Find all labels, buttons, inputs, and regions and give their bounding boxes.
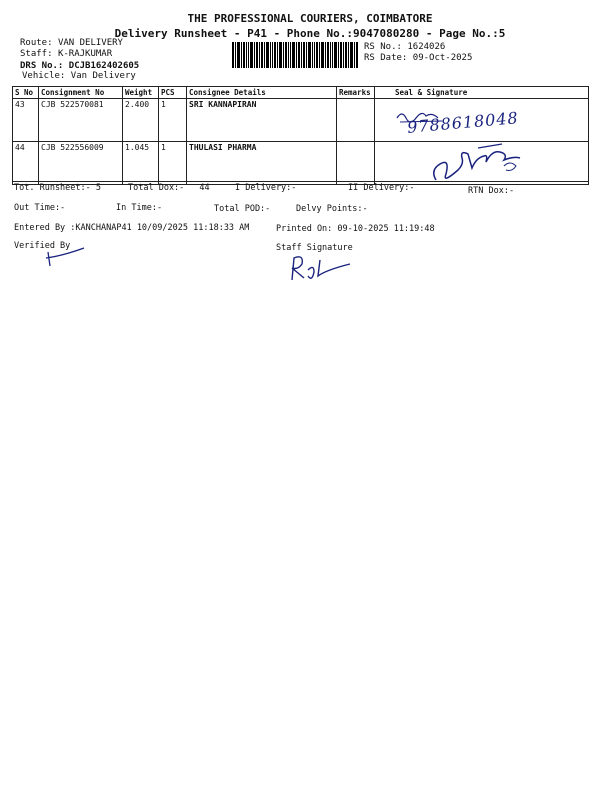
route-value: VAN DELIVERY (57, 38, 123, 48)
total-pod: Total POD:- (214, 204, 271, 214)
rs-no-value: 1624026 (407, 42, 446, 52)
cell-remarks (337, 99, 375, 142)
runsheet-title: Delivery Runsheet - P41 - Phone No.:9047080280 - Page No.:5 (114, 27, 506, 40)
col-consignee: Consignee Details (187, 87, 337, 99)
in-time: In Time:- (116, 203, 163, 213)
table-header-row (13, 87, 589, 99)
receiver-signature-icon (428, 140, 538, 190)
handwritten-phone: 9788618048 (406, 108, 520, 137)
rs-no-line (364, 42, 445, 52)
rtn-dox: RTN Dox:- (468, 186, 515, 196)
staff-value: K-RAJKUMAR (57, 49, 113, 59)
col-sno: S No (13, 87, 39, 99)
drs-value: DCJB162402605 (68, 61, 140, 71)
staff-handwritten-signature-icon (286, 252, 356, 286)
col-seal-signature: Seal & Signature (375, 87, 589, 99)
cell-consignee: SRI KANNAPIRAN (187, 99, 337, 142)
delvy-points: Delvy Points:- (296, 204, 368, 214)
rs-no-label: RS No.: (364, 42, 402, 52)
staff-signature-label: Staff Signature (276, 243, 353, 253)
entered-by: Entered By :KANCHANAP41 10/09/2025 11:18:33 AM (14, 223, 250, 233)
summary-divider (12, 181, 588, 182)
col-pcs: PCS (159, 87, 187, 99)
cell-consignment: CJB 522556009 (39, 142, 123, 185)
vehicle-value: Van Delivery (70, 71, 136, 81)
cell-weight: 2.400 (123, 99, 159, 142)
i-delivery: I Delivery:- (235, 183, 297, 193)
tot-runsheet: Tot. Runsheet:- 5 (14, 183, 101, 193)
staff-line (20, 49, 112, 59)
cell-sno: 44 (13, 142, 39, 185)
ii-delivery: II Delivery:- (348, 183, 415, 193)
vehicle-label: Vehicle: (22, 71, 66, 81)
col-consignment: Consignment No (39, 87, 123, 99)
vehicle-line (22, 71, 136, 81)
cell-consignee: THULASI PHARMA (187, 142, 337, 185)
verifier-signature-icon (44, 244, 88, 270)
printed-on: Printed On: 09-10-2025 11:19:48 (276, 224, 435, 234)
rs-date-label: RS Date: (364, 53, 408, 63)
verified-by-label: Verified By (14, 241, 71, 251)
drs-label: DRS No.: (20, 61, 64, 71)
route-label: Route: (20, 38, 53, 48)
cell-remarks (337, 142, 375, 185)
cell-consignment: CJB 522570081 (39, 99, 123, 142)
col-weight: Weight (123, 87, 159, 99)
drs-line (20, 61, 139, 71)
route-line (20, 38, 123, 48)
out-time: Out Time:- (14, 203, 66, 213)
rs-date-value: 09-Oct-2025 (412, 53, 473, 63)
cell-pcs: 1 (159, 142, 187, 185)
total-dox (128, 183, 210, 193)
company-title: THE PROFESSIONAL COURIERS, COIMBATORE (187, 12, 433, 25)
barcode-image (232, 42, 358, 68)
total-dox-label: Total Dox:- (128, 183, 185, 193)
col-remarks: Remarks (337, 87, 375, 99)
table-row (13, 99, 589, 142)
cell-weight: 1.045 (123, 142, 159, 185)
cell-sno: 43 (13, 99, 39, 142)
total-dox-value: 44 (199, 183, 210, 193)
rs-date-line (364, 53, 472, 63)
staff-label: Staff: (20, 49, 53, 59)
cell-pcs: 1 (159, 99, 187, 142)
scribble-signature-icon (392, 106, 472, 126)
